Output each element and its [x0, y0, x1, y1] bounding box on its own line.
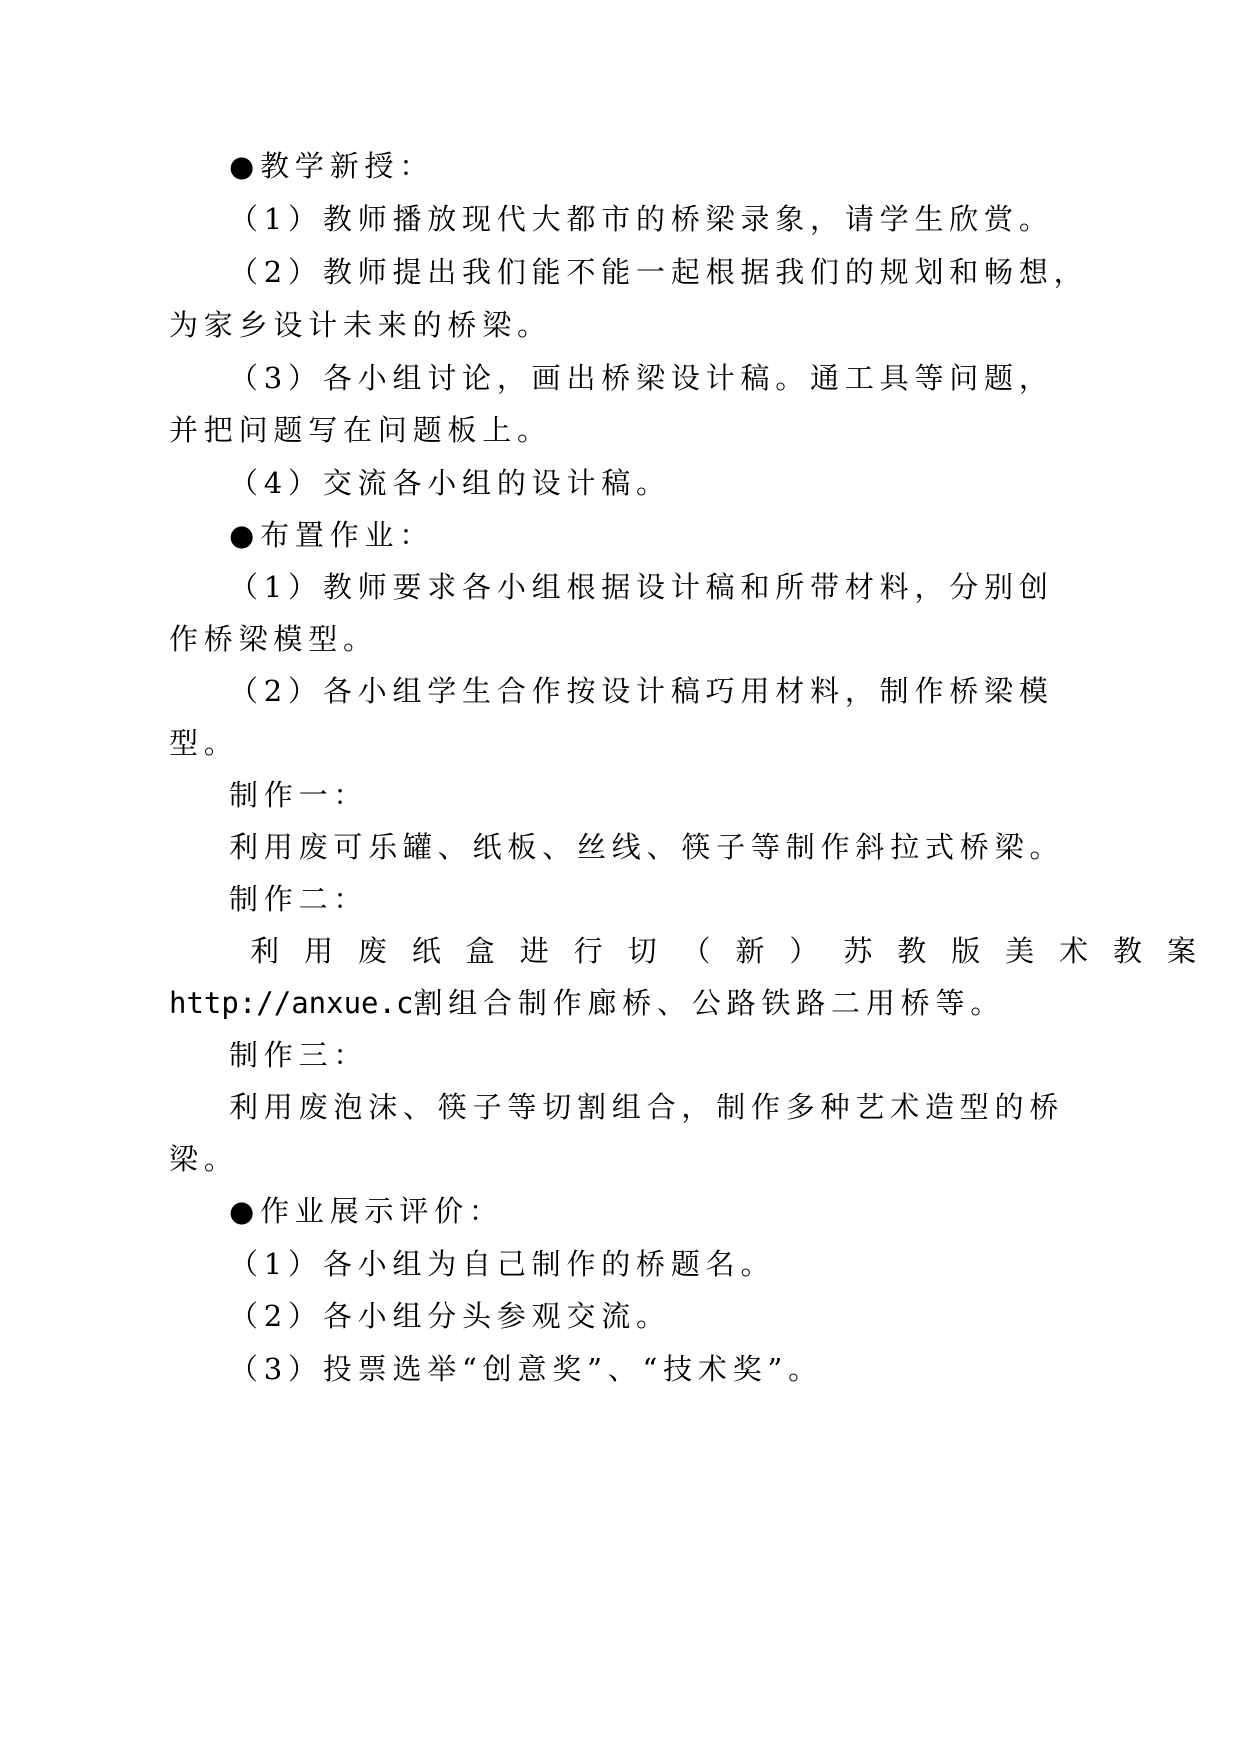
paragraph-line: （1）教师播放现代大都市的桥梁录象，请学生欣赏。	[229, 202, 1054, 236]
make-title-1: 制作一：	[229, 778, 369, 812]
paragraph-line: （4）交流各小组的设计稿。	[229, 466, 671, 500]
paragraph-line: （1）教师要求各小组根据设计稿和所带材料，分别创	[229, 570, 1054, 604]
paragraph-line: （2）教师提出我们能不能一起根据我们的规划和畅想，	[229, 255, 1089, 289]
section-heading-assignment: ●布置作业：	[229, 518, 435, 552]
paragraph-line: 为家乡设计未来的桥梁。	[169, 308, 552, 342]
section-heading-evaluation: ●作业展示评价：	[229, 1194, 504, 1228]
paragraph-line: 作桥梁模型。	[169, 622, 378, 656]
paragraph-line	[169, 983, 1005, 1023]
paragraph-line: 利用废泡沫、筷子等切割组合，制作多种艺术造型的桥	[229, 1090, 1065, 1124]
paragraph-line: （2）各小组学生合作按设计稿巧用材料，制作桥梁模	[229, 674, 1054, 708]
make-title-3: 制作三：	[229, 1038, 369, 1072]
paragraph-line: （1）各小组为自己制作的桥题名。	[229, 1247, 776, 1281]
paragraph-line: （3）各小组讨论，画出桥梁设计稿。通工具等问题，	[229, 361, 1054, 395]
paragraph-fragment: 割组合制作廊桥、公路铁路二用桥等。	[413, 986, 1006, 1020]
make-title-2: 制作二：	[229, 882, 369, 916]
paragraph-line: 利用废纸盒进行切（新）苏教版美术教案	[250, 934, 1221, 968]
section-heading-teaching: ●教学新授：	[229, 149, 435, 183]
paragraph-line: （2）各小组分头参观交流。	[229, 1299, 671, 1333]
paragraph-line: 并把问题写在问题板上。	[169, 413, 552, 447]
paragraph-line: 型。	[169, 726, 239, 760]
url-text: http://anxue.c	[169, 986, 414, 1020]
paragraph-line: （3）投票选举“创意奖”、“技术奖”。	[229, 1352, 823, 1386]
paragraph-line: 梁。	[169, 1142, 239, 1176]
paragraph-line: 利用废可乐罐、纸板、丝线、筷子等制作斜拉式桥梁。	[229, 830, 1065, 864]
